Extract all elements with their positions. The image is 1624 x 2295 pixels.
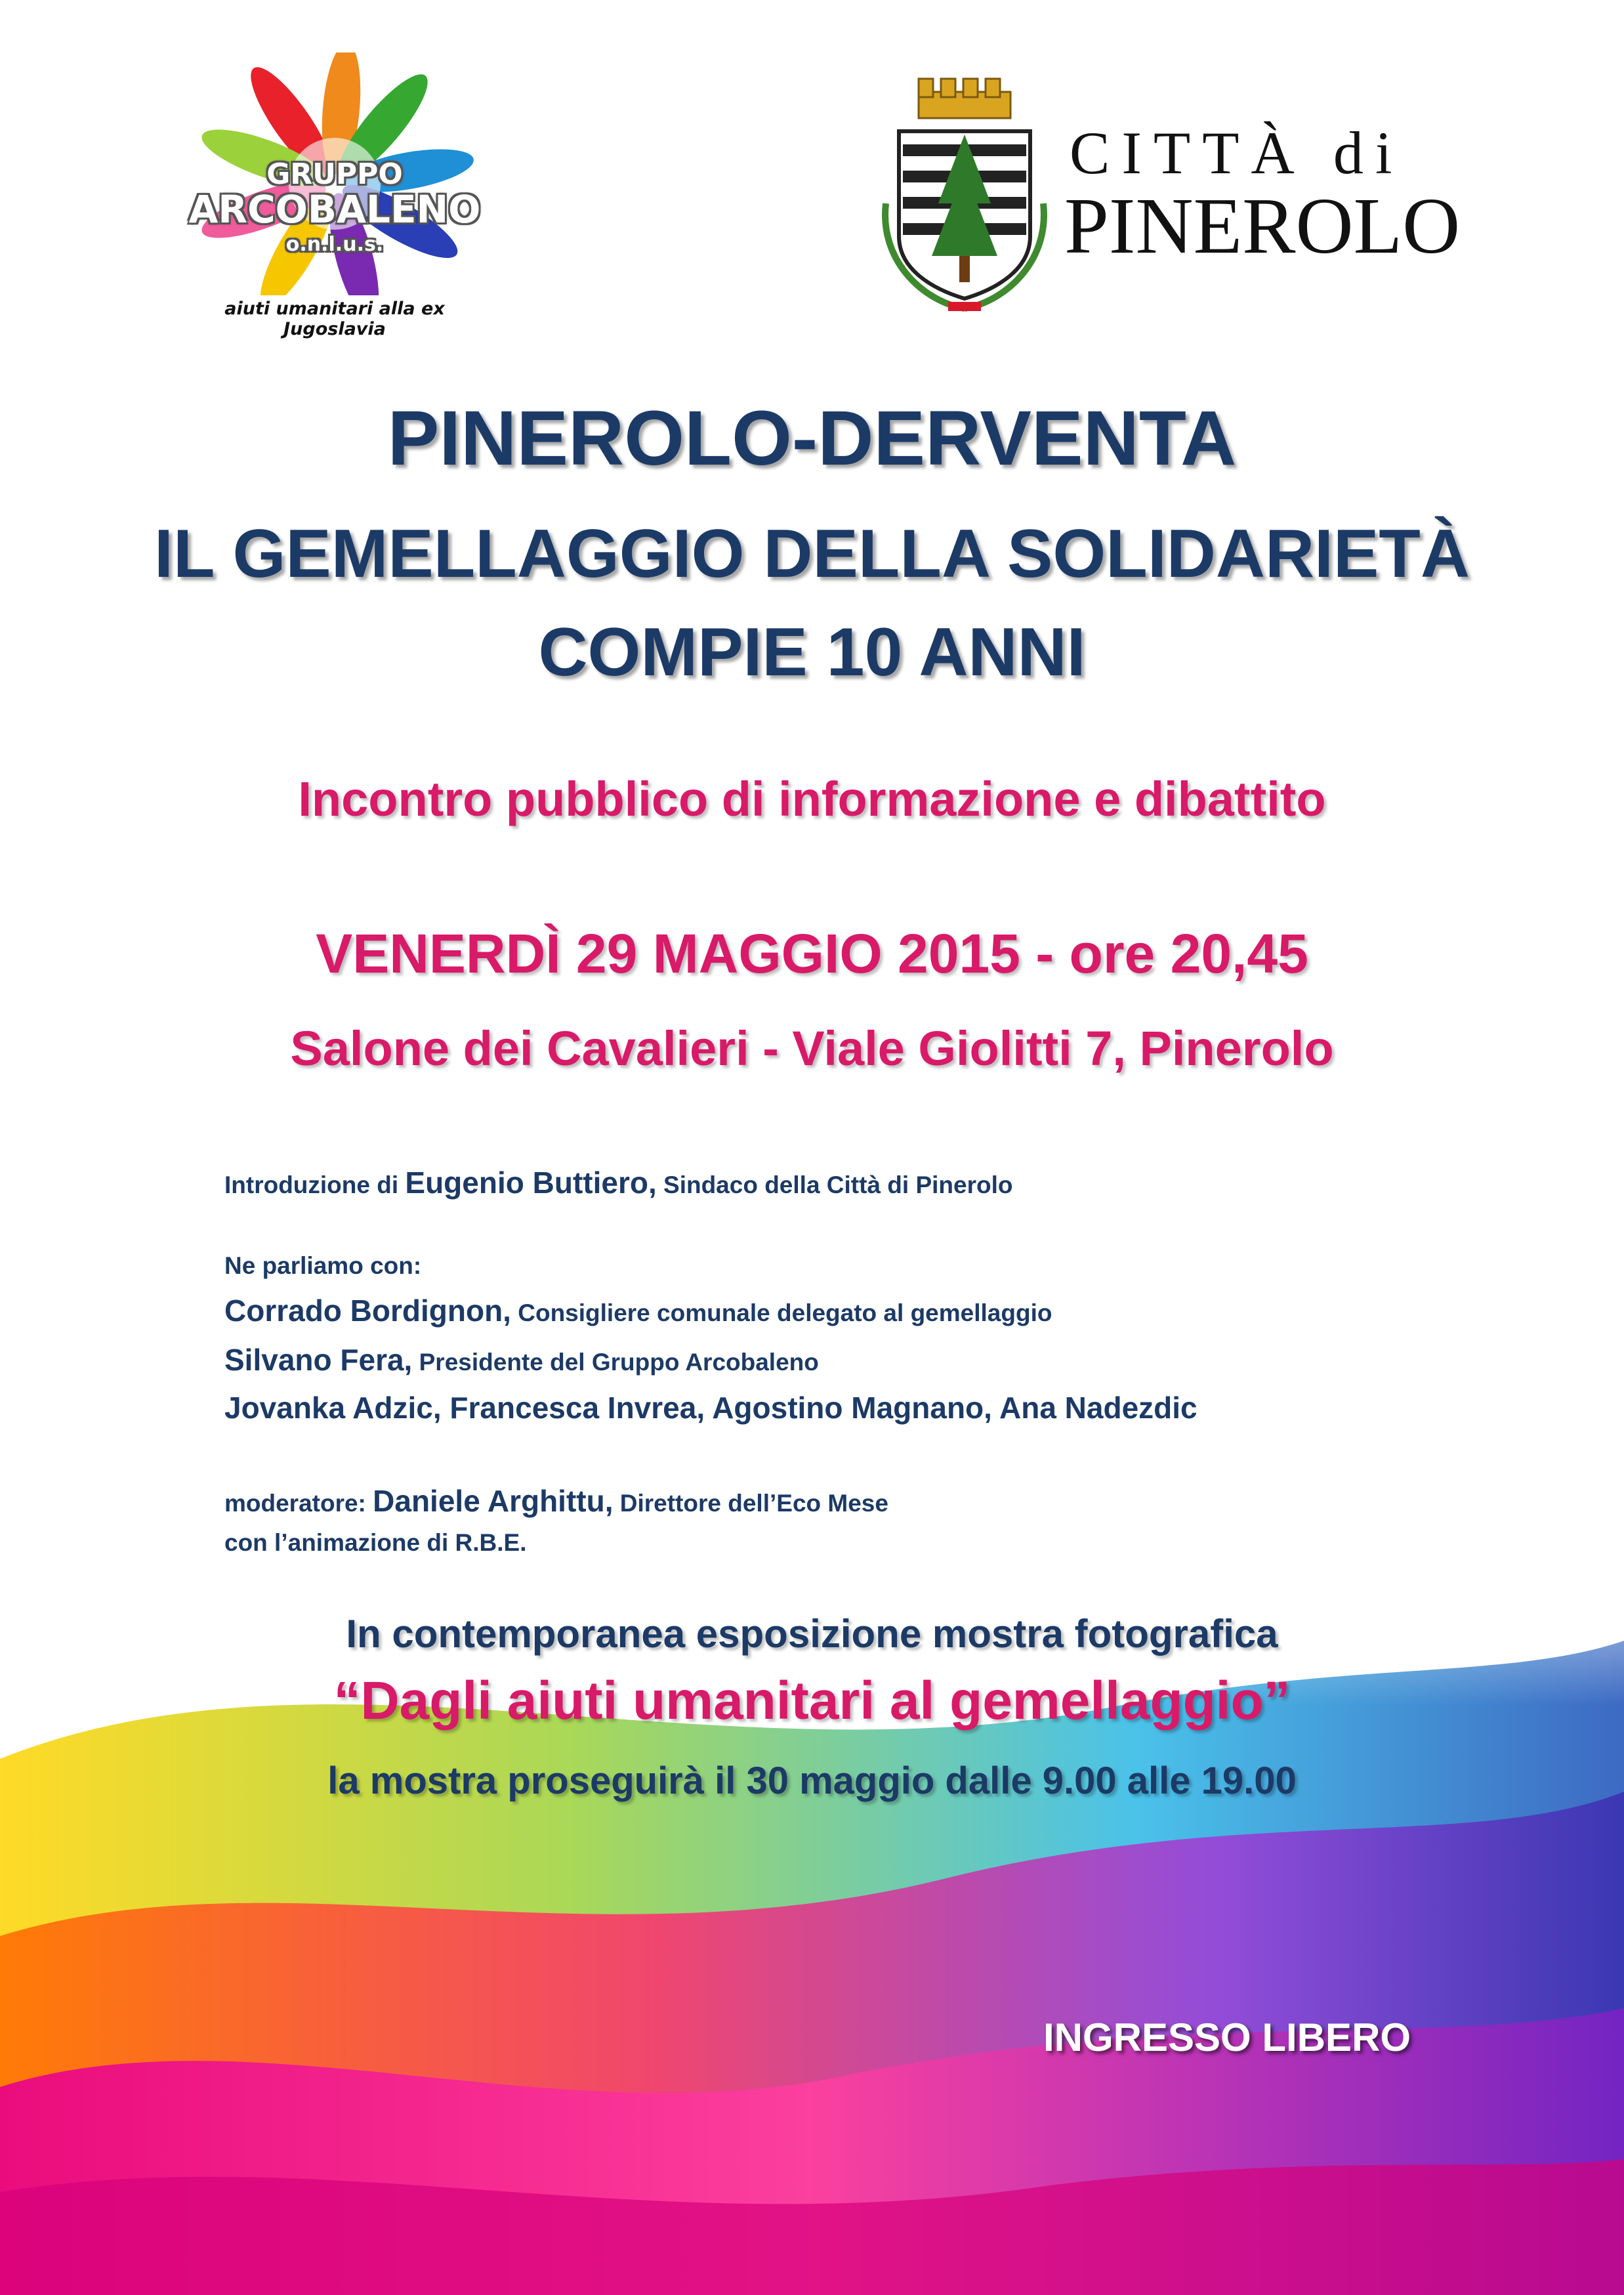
moderator-name: Daniele Arghittu,	[373, 1484, 614, 1518]
intro-role: Sindaco della Città di Pinerolo	[656, 1171, 1013, 1198]
speakers-label: Ne parliamo con:	[224, 1252, 422, 1279]
logo-text-onlus: o.n.l.u.s.	[285, 233, 384, 256]
logo-text-citta-di: CITTÀ di	[1070, 119, 1404, 186]
program-intro	[224, 1165, 1013, 1200]
speakers-others: Jovanka Adzic, Francesca Invrea, Agostino Magnano, Ana Nadezdic	[224, 1391, 1197, 1425]
moderator-role: Direttore dell’Eco Mese	[613, 1490, 888, 1517]
moderator-prefix: moderatore:	[224, 1490, 373, 1517]
speaker1-name: Corrado Bordignon,	[224, 1294, 511, 1328]
intro-prefix: Introduzione di	[224, 1171, 406, 1198]
intro-name: Eugenio Buttiero,	[405, 1166, 657, 1200]
logo-text-pinerolo: PINEROLO	[1064, 182, 1461, 270]
gruppo-arcobaleno-logo	[184, 53, 486, 339]
free-admission-label: INGRESSO LIBERO	[1043, 2015, 1411, 2059]
main-title-line-3: COMPIE 10 ANNI	[538, 614, 1086, 690]
speaker-corrado	[224, 1293, 1052, 1328]
speaker1-role: Consigliere comunale delegato al gemellaggio	[510, 1299, 1052, 1326]
exhibition-dates: la mostra proseguirà il 30 maggio dalle 9.00 alle 19.00	[327, 1759, 1297, 1802]
logo-text-gruppo: GRUPPO	[266, 158, 403, 191]
main-title: PINEROLO-DERVENTA	[387, 395, 1237, 482]
moderator	[224, 1483, 888, 1519]
exhibition-intro: In contemporanea esposizione mostra fotografica	[346, 1612, 1278, 1656]
speaker2-role: Presidente del Gruppo Arcobaleno	[412, 1349, 819, 1376]
logo-text-arcobaleno: ARCOBALENO	[188, 187, 481, 232]
event-date: VENERDÌ 29 MAGGIO 2015 - ore 20,45	[316, 923, 1308, 984]
event-venue: Salone dei Cavalieri - Viale Giolitti 7, Pinerolo	[290, 1021, 1334, 1076]
pinerolo-crest-icon	[873, 72, 1056, 315]
speaker-silvano	[224, 1342, 819, 1378]
event-subtitle: Incontro pubblico di informazione e dibattito	[298, 772, 1326, 826]
speaker2-name: Silvano Fera,	[224, 1343, 413, 1377]
logo-tagline: aiuti umanitari alla ex Jugoslavia	[224, 299, 445, 339]
animation-credit: con l’animazione di R.B.E.	[224, 1529, 527, 1556]
citta-di-pinerolo-logo	[873, 72, 1503, 315]
exhibition-title: “Dagli aiuti umanitari al gemellaggio”	[333, 1671, 1291, 1731]
main-title-line-2: IL GEMELLAGGIO DELLA SOLIDARIETÀ	[154, 516, 1470, 592]
